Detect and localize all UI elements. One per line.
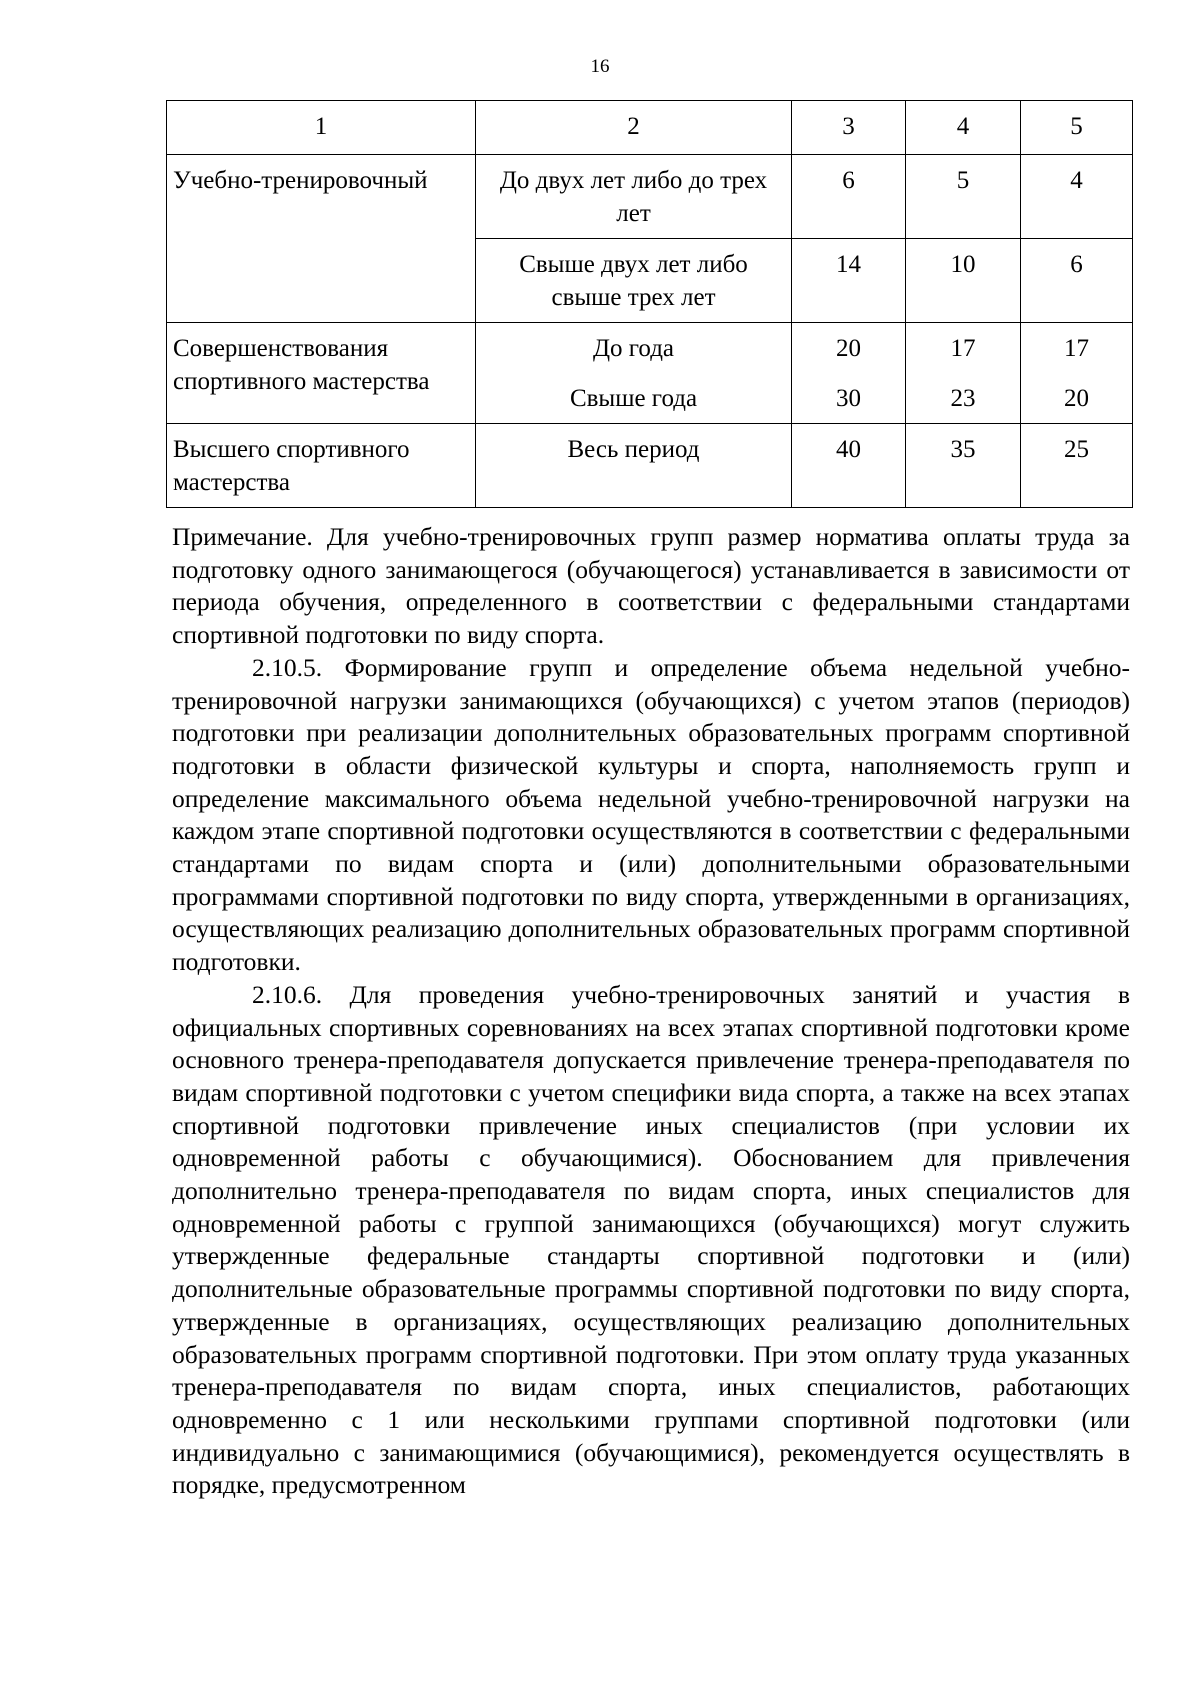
value-subcell: 20 [1064,385,1089,412]
period-cell: До двух лет либо до трех лет [476,155,792,239]
value-cell: 40 [792,424,906,508]
value-cell: 4 [1021,155,1133,239]
value-subcell: 23 [950,385,976,412]
header-cell: 2 [476,101,792,155]
table-header-row [167,101,1133,155]
value-cell: 6 [1021,239,1133,323]
value-cell: 35 [906,424,1021,508]
paragraph-2-10-6: 2.10.6. Для проведения учебно-тренировочных занятий и участия в официальных спортивных соревнованиях на всех этапах спортивной подготовки кроме основного тренера-преподавателя допускается привлечение тренера-преподавателя по видам спортивной подготовки с учетом специфики вида спорта, а также на всех этапах спортивной подготовки привлечение иных специалистов (при условии их одновременной работы с обучающимися). Обоснованием для привлечения дополнительно тренера-преподавателя по видам спорта, иных специалистов для одновременной работы с группой занимающихся (обучающихся) могут служить утвержденные федеральные стандарты спортивной подготовки и (или) дополнительные образовательные программы спортивной подготовки по виду спорта, утвержденные в организациях, осуществляющих реализацию дополнительных образовательных программ спортивной подготовки. При этом оплату труда указанных тренера-преподавателя по видам спорта, иных специалистов, работающих одновременно с 1 или несколькими группами спортивной подготовки (или индивидуально с занимающимися (обучающимися), рекомендуется осуществлять в порядке, предусмотренном [172,979,1130,1500]
value-subcell: 20 [836,335,861,362]
stage-cell: Учебно-тренировочный [167,155,476,323]
period-cell [476,323,792,424]
header-cell: 1 [167,101,476,155]
value-subcell: 17 [950,335,976,362]
period-cell: Весь период [476,424,792,508]
value-cell: 10 [906,239,1021,323]
header-cell: 4 [906,101,1021,155]
value-cell [792,323,906,424]
period-subcell: Свыше года [569,385,698,412]
value-cell [1021,323,1133,424]
header-cell: 3 [792,101,906,155]
value-cell [906,323,1021,424]
value-cell: 5 [906,155,1021,239]
value-cell: 14 [792,239,906,323]
paragraph-2-10-5: 2.10.5. Формирование групп и определение объема недельной учебно-тренировочной нагрузки занимающихся (обучающихся) с учетом этапов (периодов) подготовки при реализации дополнительных образовательных программ спортивной подготовки в области физической культуры и спорта, наполняемость групп и определение максимального объема недельной учебно-тренировочной нагрузки на каждом этапе спортивной подготовки осуществляются в соответствии с федеральными стандартами по видам спорта и (или) дополнительными образовательными программами спортивной подготовки по виду спорта, утвержденными в организациях, осуществляющих реализацию дополнительных образовательных программ спортивной подготовки. [172,652,1130,977]
page-number: 16 [590,56,610,77]
period-subcell: До года [592,335,675,362]
stage-cell: Совершенствования спортивного мастерства [167,323,476,424]
table-row [167,155,1133,239]
norm-table [166,100,1133,508]
value-subcell: 30 [836,385,861,412]
value-subcell: 17 [1064,335,1089,362]
table-row [167,323,1133,424]
value-cell: 6 [792,155,906,239]
period-cell: Свыше двух лет либо свыше трех лет [476,239,792,323]
value-cell: 25 [1021,424,1133,508]
body-text [172,521,1130,1502]
header-cell: 5 [1021,101,1133,155]
stage-cell: Высшего спортивного мастерства [167,424,476,508]
note-paragraph: Примечание. Для учебно-тренировочных групп размер норматива оплаты труда за подготовку одного занимающегося (обучающегося) устанавливается в зависимости от периода обучения, определенного в соответствии с федеральными стандартами спортивной подготовки по виду спорта. [172,522,1130,650]
table-row [167,424,1133,508]
